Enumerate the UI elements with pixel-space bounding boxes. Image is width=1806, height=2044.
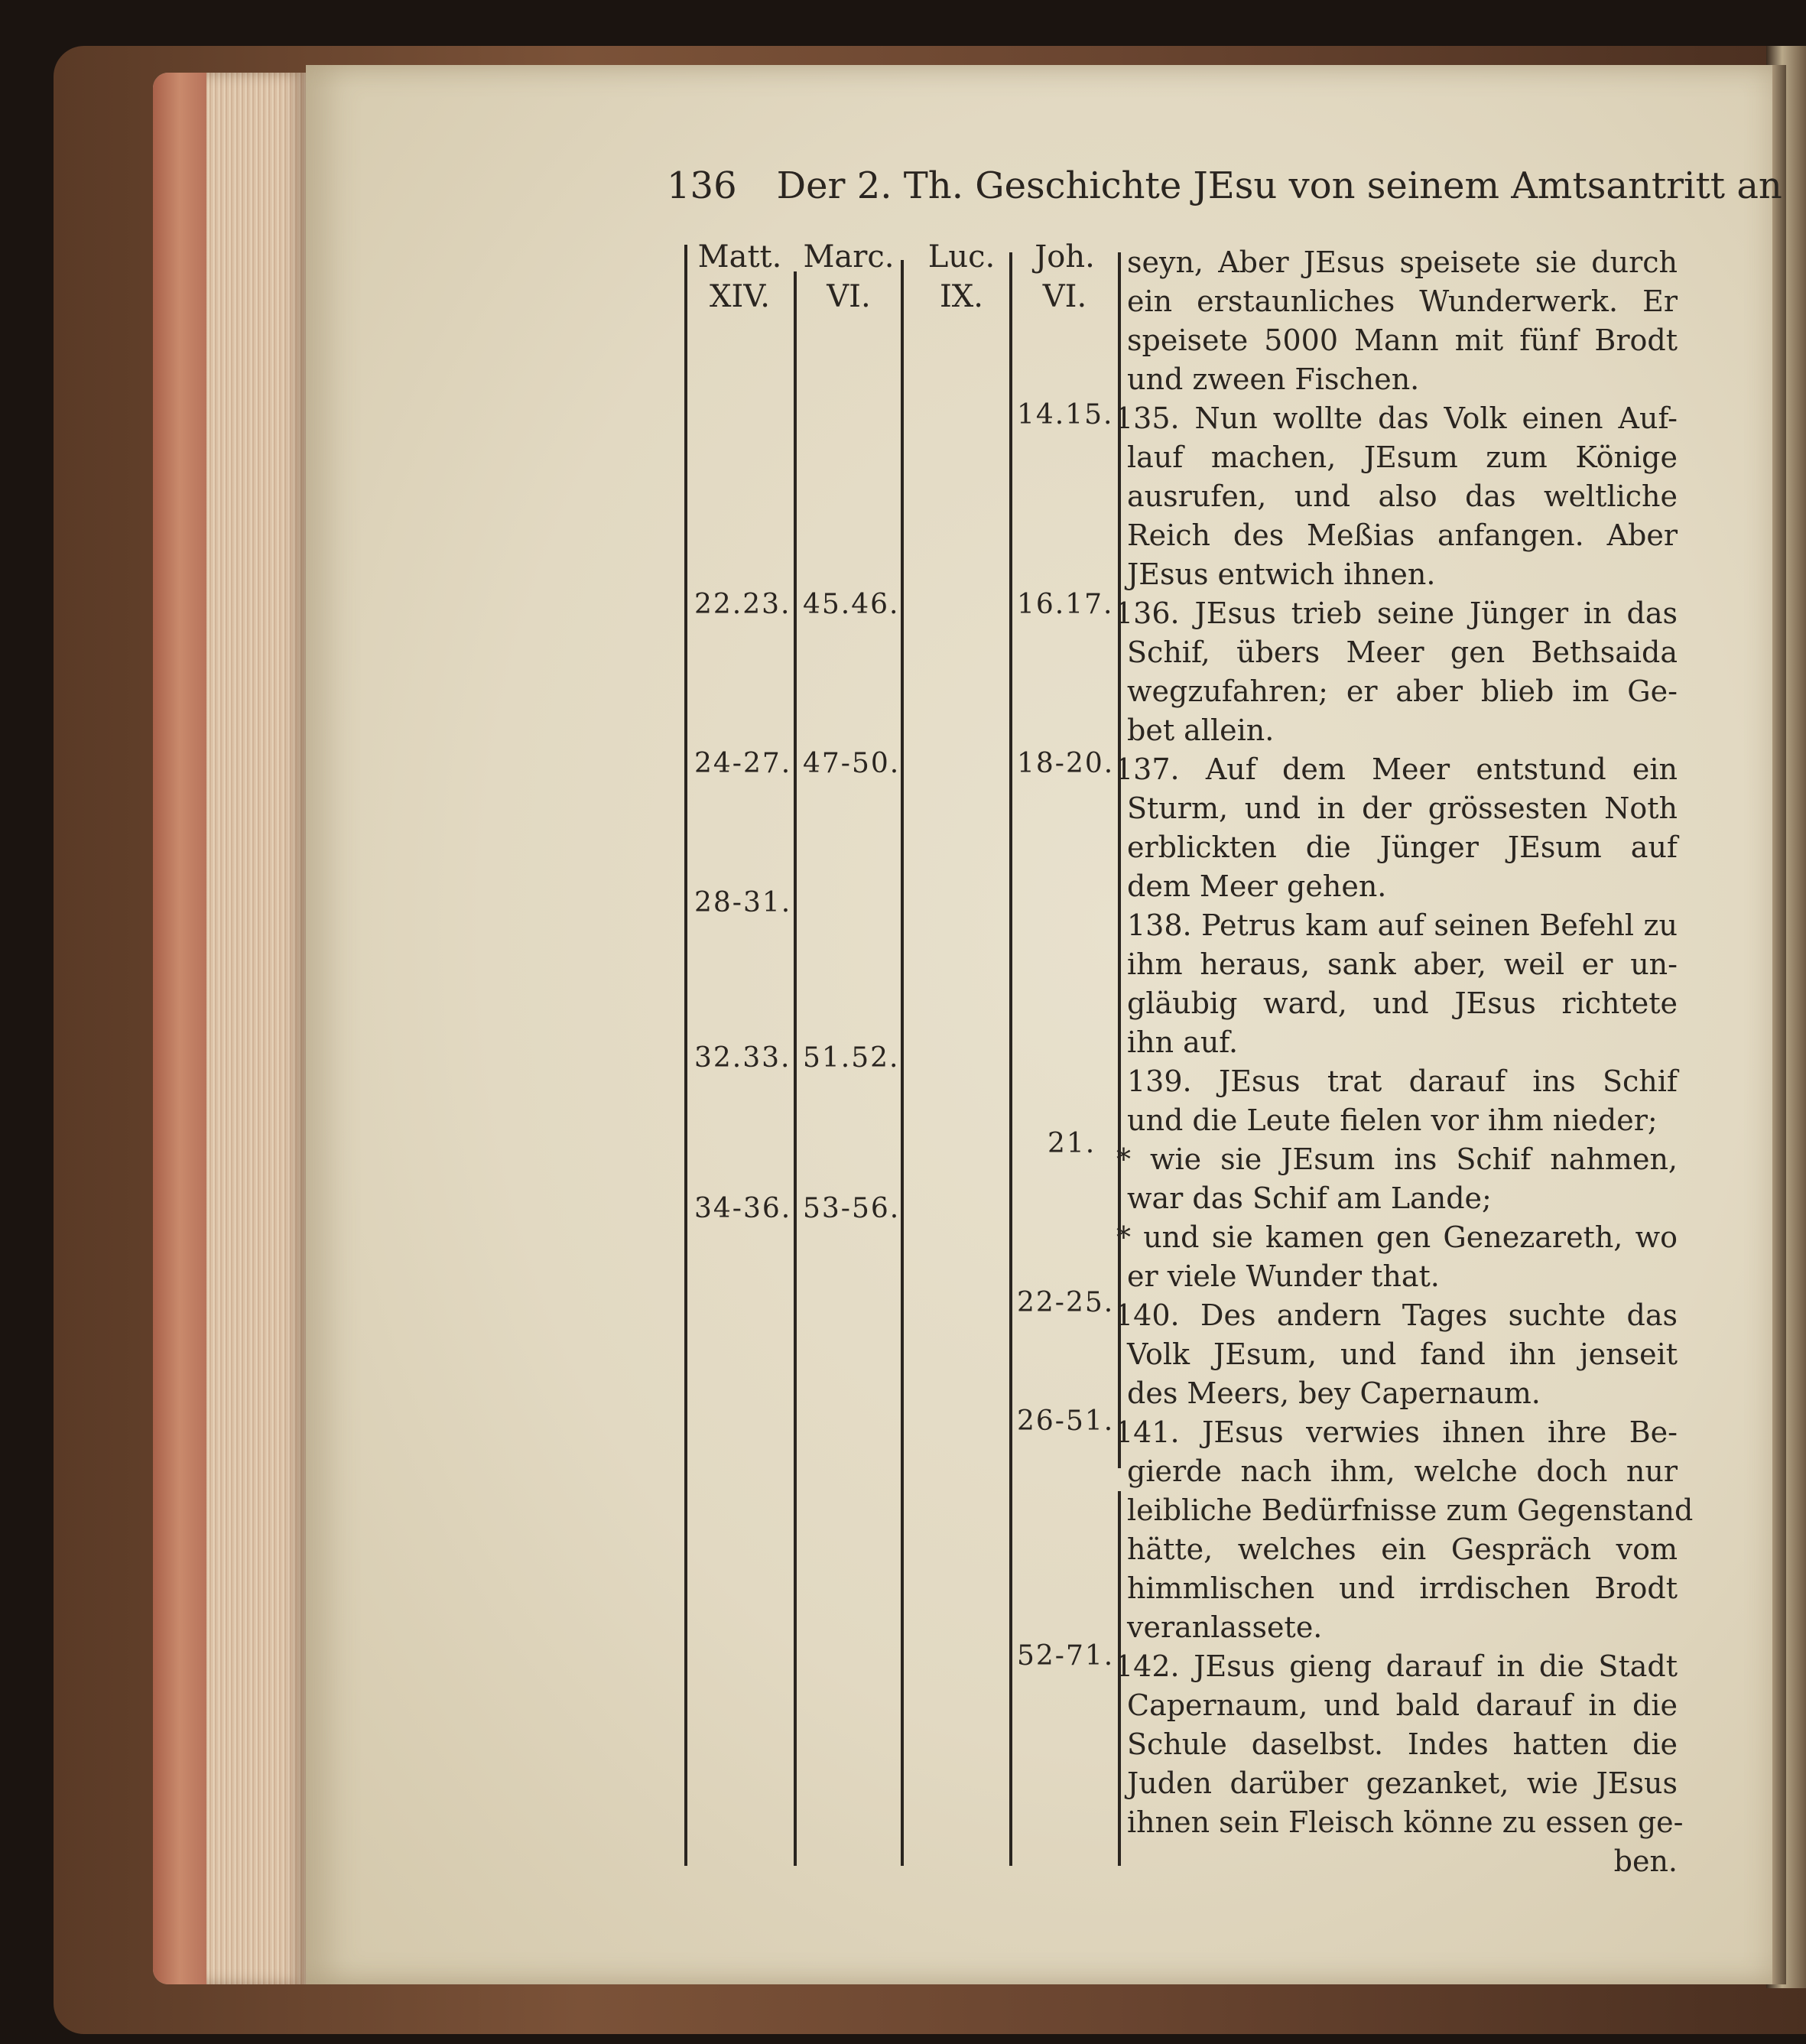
verse-ref-matt: 32.33. — [694, 1042, 791, 1074]
text-line: und zween Fischen. — [1127, 362, 1420, 396]
verse-ref-joh: 26-51. — [1017, 1405, 1115, 1437]
text-line: 136. JEsus trieb seine Jünger in das — [1115, 596, 1678, 630]
text-line: seyn, Aber JEsus speisete sie durch — [1127, 245, 1678, 279]
column-name: Marc. — [803, 239, 895, 275]
text-line: erblickten die Jünger JEsum auf — [1127, 830, 1678, 864]
text-line: und die Leute fielen vor ihm nieder; — [1127, 1103, 1658, 1137]
text-line: lauf machen, JEsum zum Könige — [1127, 440, 1678, 474]
text-line: ihm heraus, sank aber, weil er un- — [1127, 947, 1678, 981]
verse-ref-matt: 22.23. — [694, 589, 791, 620]
text-line: JEsus entwich ihnen. — [1127, 557, 1436, 591]
text-line: wegzufahren; er aber blieb im Ge- — [1127, 674, 1678, 708]
verse-ref-marc: 51.52. — [803, 1042, 900, 1074]
text-line: 140. Des andern Tages suchte das — [1115, 1298, 1678, 1332]
body-text — [1115, 243, 1694, 1881]
column-chapter: IX. — [940, 279, 983, 314]
column-name: Luc. — [927, 239, 996, 275]
column-rule — [794, 271, 797, 1866]
verse-ref-joh: 18-20. — [1017, 748, 1115, 779]
text-line: Volk JEsum, und fand ihn jenseit — [1127, 1337, 1678, 1371]
column-chapter: XIV. — [710, 279, 770, 314]
text-line: er viele Wunder that. — [1127, 1259, 1440, 1293]
verse-ref-matt: 24-27. — [694, 748, 792, 779]
book-gutter — [1772, 65, 1786, 1984]
verse-ref-joh: 14.15. — [1017, 399, 1114, 431]
column-chapter: VI. — [827, 279, 871, 314]
text-line: hätte, welches ein Gespräch vom — [1127, 1532, 1678, 1566]
verse-ref-marc: 45.46. — [803, 589, 900, 620]
red-edge-band — [153, 73, 206, 1984]
text-line: dem Meer gehen. — [1127, 869, 1387, 903]
column-rule — [1009, 252, 1012, 1866]
verse-ref-marc: 53-56. — [803, 1193, 901, 1224]
text-line: Capernaum, und bald darauf in die — [1127, 1688, 1678, 1722]
text-line: Schif, übers Meer gen Bethsaida — [1127, 635, 1678, 669]
page-number: 136 — [667, 164, 737, 207]
column-name: Matt. — [697, 239, 782, 275]
text-line: 142. JEsus gieng darauf in die Stadt — [1115, 1649, 1678, 1683]
column-head-luc — [914, 237, 1009, 317]
text-line: Juden darüber gezanket, wie JEsus — [1127, 1766, 1678, 1800]
text-line: Reich des Meßias anfangen. Aber — [1127, 518, 1678, 552]
verse-ref-joh: 16.17. — [1017, 589, 1114, 620]
text-line: ihn auf. — [1127, 1025, 1239, 1059]
text-line: 135. Nun wollte das Volk einen Auf- — [1115, 401, 1678, 435]
text-line: 139. JEsus trat darauf ins Schif — [1127, 1064, 1678, 1098]
column-rule — [901, 260, 904, 1866]
text-line: 138. Petrus kam auf seinen Befehl zu — [1127, 908, 1678, 942]
page-edges — [153, 73, 306, 1984]
verse-ref-matt: 34-36. — [694, 1193, 792, 1224]
text-line: 137. Auf dem Meer entstund ein — [1115, 752, 1678, 786]
text-line: leibliche Bedürfnisse zum Gegenstand — [1127, 1493, 1694, 1527]
column-head-marc — [799, 237, 898, 317]
text-line: himmlischen und irrdischen Brodt — [1127, 1571, 1678, 1605]
text-line: 141. JEsus verwies ihnen ihre Be- — [1115, 1415, 1678, 1449]
verse-ref-matt: 28-31. — [694, 887, 792, 918]
text-line: ihnen sein Fleisch könne zu essen ge- — [1127, 1805, 1684, 1839]
text-line: ausrufen, und also das weltliche — [1127, 479, 1678, 513]
verse-ref-joh: 52-71. — [1017, 1640, 1115, 1672]
column-name: Joh. — [1035, 239, 1095, 275]
text-line: Sturm, und in der grössesten Noth — [1127, 791, 1678, 825]
text-line: speisete 5000 Mann mit fünf Brodt — [1127, 323, 1678, 357]
verse-ref-joh: 22-25. — [1017, 1287, 1115, 1318]
text-line: bet allein. — [1127, 713, 1275, 747]
verse-ref-joh: 21. — [1048, 1128, 1096, 1159]
text-line: ein erstaunliches Wunderwerk. Er — [1127, 284, 1678, 318]
running-title: Der 2. Th. Geschichte JEsu von seinem Amtsantritt an — [776, 164, 1782, 207]
verse-ref-marc: 47-50. — [803, 748, 901, 779]
running-header — [667, 164, 1782, 207]
text-line: * wie sie JEsum ins Schif nahmen, — [1116, 1142, 1678, 1176]
text-line: ben. — [1613, 1844, 1678, 1878]
text-line: Schule daselbst. Indes hatten die — [1127, 1727, 1678, 1761]
text-line: gläubig ward, und JEsus richtete — [1127, 986, 1678, 1020]
column-head-joh — [1017, 237, 1113, 317]
text-line: war das Schif am Lande; — [1127, 1181, 1492, 1215]
text-line: * und sie kamen gen Genezareth, wo — [1116, 1220, 1678, 1254]
column-rule — [684, 245, 687, 1866]
text-line: des Meers, bey Capernaum. — [1127, 1376, 1541, 1410]
text-line: gierde nach ihm, welche doch nur — [1127, 1454, 1678, 1488]
column-chapter: VI. — [1042, 279, 1087, 314]
text-line: veranlassete. — [1127, 1610, 1323, 1644]
column-head-matt — [692, 237, 788, 317]
